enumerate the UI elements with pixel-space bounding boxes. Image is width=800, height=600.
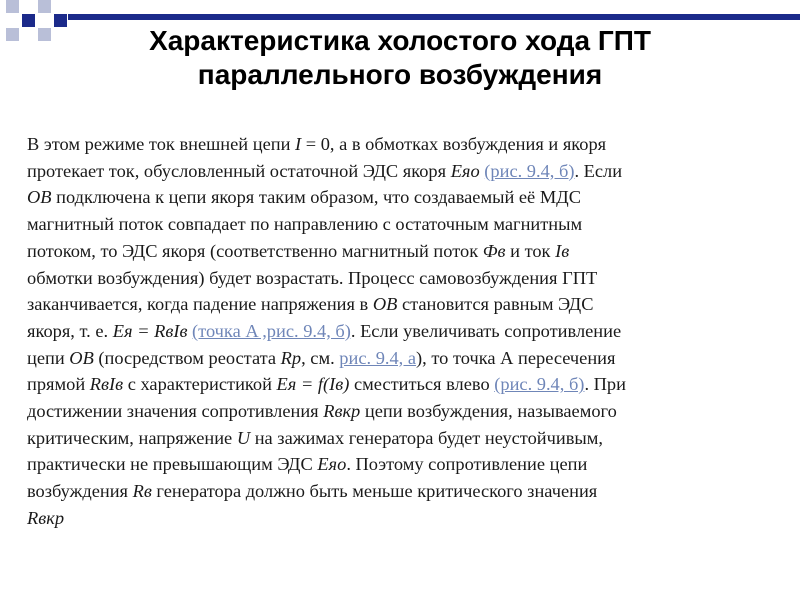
text-line: возбуждения Rв генератора должно быть меньше критического значения (27, 481, 598, 502)
deco-square-1 (6, 0, 19, 13)
text-line: обмотки возбуждения) будет возрастать. Процесс самовозбуждения ГПТ (27, 267, 598, 288)
accent-bar (68, 14, 800, 20)
body-text (27, 131, 767, 532)
figure-link[interactable]: (точка A ,рис. 9.4, б) (192, 320, 351, 341)
deco-square-3 (22, 14, 35, 27)
text-line: ОВ подключена к цепи якоря таким образом, что создаваемый её МДС (27, 187, 581, 208)
text-line: Rвкр (27, 507, 65, 528)
text-line: практически не превышающим ЭДС Eяо. Поэтому сопротивление цепи (27, 454, 588, 475)
text-line: цепи ОВ (посредством реостата Rр, см. рис. 9.4, а), то точка А пересечения (27, 347, 616, 368)
text-line: якоря, т. е. Eя = RвIв (точка A ,рис. 9.4, б). Если увеличивать сопротивление (27, 320, 622, 341)
text-line: прямой RвIв с характеристикой Eя = f(Iв) сместиться влево (рис. 9.4, б). При (27, 374, 626, 395)
text-line: магнитный поток совпадает по направлению с остаточным магнитным (27, 214, 583, 235)
slide-title (40, 24, 760, 92)
figure-link[interactable]: рис. 9.4, а (339, 347, 417, 368)
title-line-2: параллельного возбуждения (197, 59, 603, 90)
title-line-1: Характеристика холостого хода ГПТ (149, 25, 651, 56)
deco-square-4 (6, 28, 19, 41)
figure-link[interactable]: (рис. 9.4, б) (484, 160, 575, 181)
text-line: критическим, напряжение U на зажимах генератора будет неустойчивым, (27, 427, 603, 448)
text-line: В этом режиме ток внешней цепи I = 0, а в обмотках возбуждения и якоря (27, 134, 607, 154)
deco-square-2 (38, 0, 51, 13)
text-line: протекает ток, обусловленный остаточной ЭДС якоря Eяо (рис. 9.4, б). Если (27, 160, 623, 181)
text-line: заканчивается, когда падение напряжения в ОВ становится равным ЭДС (27, 294, 594, 315)
text-line: достижении значения сопротивления Rвкр цепи возбуждения, называемого (27, 401, 617, 422)
text-line: потоком, то ЭДС якоря (соответственно магнитный поток Фв и ток Iв (27, 240, 570, 261)
figure-link[interactable]: (рис. 9.4, б) (494, 374, 585, 395)
